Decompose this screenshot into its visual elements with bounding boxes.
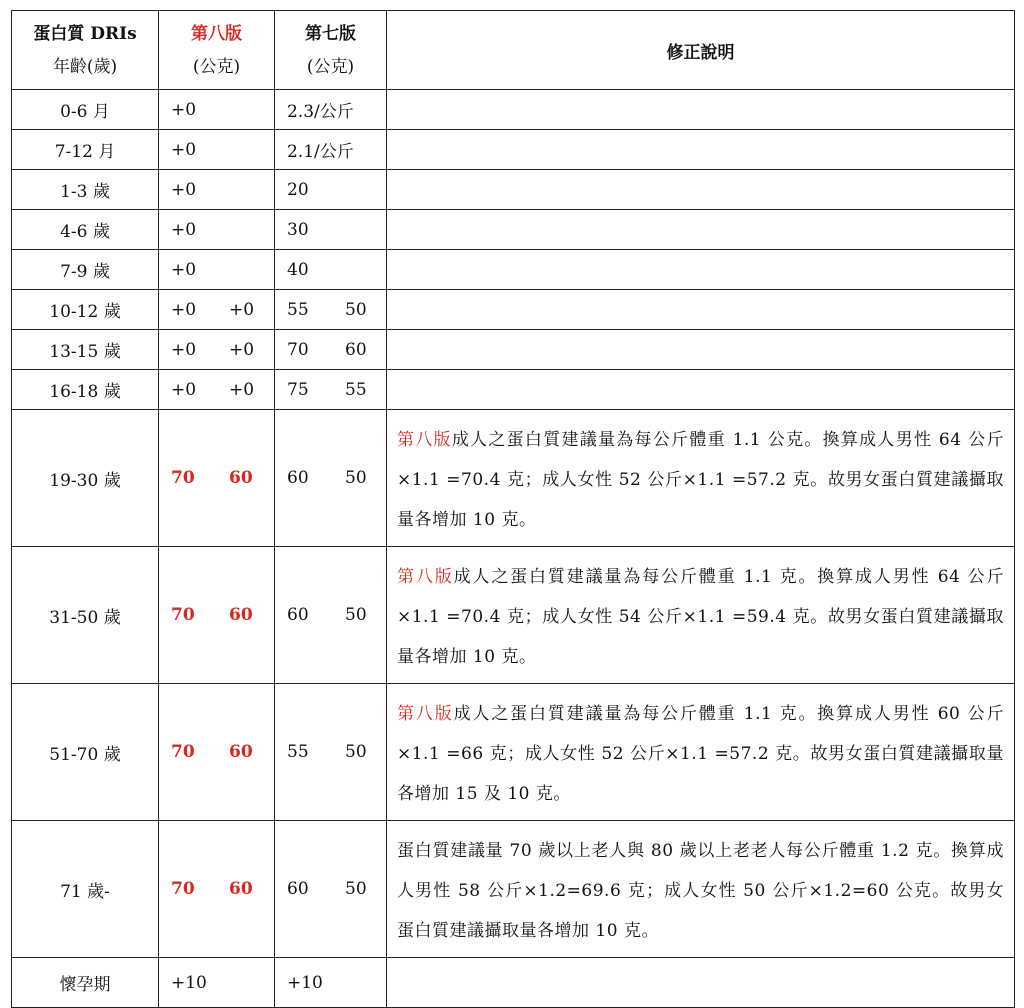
- table-row: 71 歲- 70 60 60 50 蛋白質建議量 70 歲以上老人與 80 歲以上老老人每公斤體重 1.2 克。換算成人男性 58 公斤×1.2=69.6 克；成人女性 50 公斤×1.2=60 公克。故男女蛋白質建議攝取量各增加 10 克。: [12, 821, 1015, 958]
- header-age: 蛋白質 DRIs 年齡(歲): [12, 11, 159, 90]
- note-cell: 第八版成人之蛋白質建議量為每公斤體重 1.1 克。換算成人男性 64 公斤×1.1 =70.4 克；成人女性 54 公斤×1.1 =59.4 克。故男女蛋白質建議攝取量各增加 10 克。: [387, 547, 1015, 684]
- table-row: 51-70 歲 70 60 55 50 第八版成人之蛋白質建議量為每公斤體重 1.1 克。換算成人男性 60 公斤×1.1 =66 克；成人女性 52 公斤×1.1 =57.2 克。故男女蛋白質建議攝取量各增加 15 及 10 克。: [12, 684, 1015, 821]
- table-row: 7-9 歲 +0 40: [12, 250, 1015, 290]
- table-row: 0-6 月 +0 2.3/公斤: [12, 90, 1015, 130]
- table-row: 懷孕期 +10 +10: [12, 958, 1015, 1008]
- table-row: 10-12 歲 +0 +0 55 50: [12, 290, 1015, 330]
- header-notes: 修正說明: [387, 11, 1015, 90]
- table-row: 31-50 歲 70 60 60 50 第八版成人之蛋白質建議量為每公斤體重 1.1 克。換算成人男性 64 公斤×1.1 =70.4 克；成人女性 54 公斤×1.1 =59.4 克。故男女蛋白質建議攝取量各增加 10 克。: [12, 547, 1015, 684]
- note-cell: 第八版成人之蛋白質建議量為每公斤體重 1.1 公克。換算成人男性 64 公斤×1.1 =70.4 克；成人女性 52 公斤×1.1 =57.2 克。故男女蛋白質建議攝取量各增加 10 克。: [387, 410, 1015, 547]
- header-v8: 第八版 (公克): [159, 11, 275, 90]
- protein-dri-table: [11, 10, 1015, 1008]
- note-cell: 第八版成人之蛋白質建議量為每公斤體重 1.1 克。換算成人男性 60 公斤×1.1 =66 克；成人女性 52 公斤×1.1 =57.2 克。故男女蛋白質建議攝取量各增加 15 及 10 克。: [387, 684, 1015, 821]
- header-row: [12, 11, 1015, 90]
- table-row: 13-15 歲 +0 +0 70 60: [12, 330, 1015, 370]
- table-row: 16-18 歲 +0 +0 75 55: [12, 370, 1015, 410]
- table-row: 7-12 月 +0 2.1/公斤: [12, 130, 1015, 170]
- note-cell: 蛋白質建議量 70 歲以上老人與 80 歲以上老老人每公斤體重 1.2 克。換算成人男性 58 公斤×1.2=69.6 克；成人女性 50 公斤×1.2=60 公克。故男女蛋白質建議攝取量各增加 10 克。: [387, 821, 1015, 958]
- table-row: 4-6 歲 +0 30: [12, 210, 1015, 250]
- table-row: 19-30 歲 70 60 60 50 第八版成人之蛋白質建議量為每公斤體重 1.1 公克。換算成人男性 64 公斤×1.1 =70.4 克；成人女性 52 公斤×1.1 =57.2 克。故男女蛋白質建議攝取量各增加 10 克。: [12, 410, 1015, 547]
- header-v7: 第七版 (公克): [275, 11, 387, 90]
- table-row: 1-3 歲 +0 20: [12, 170, 1015, 210]
